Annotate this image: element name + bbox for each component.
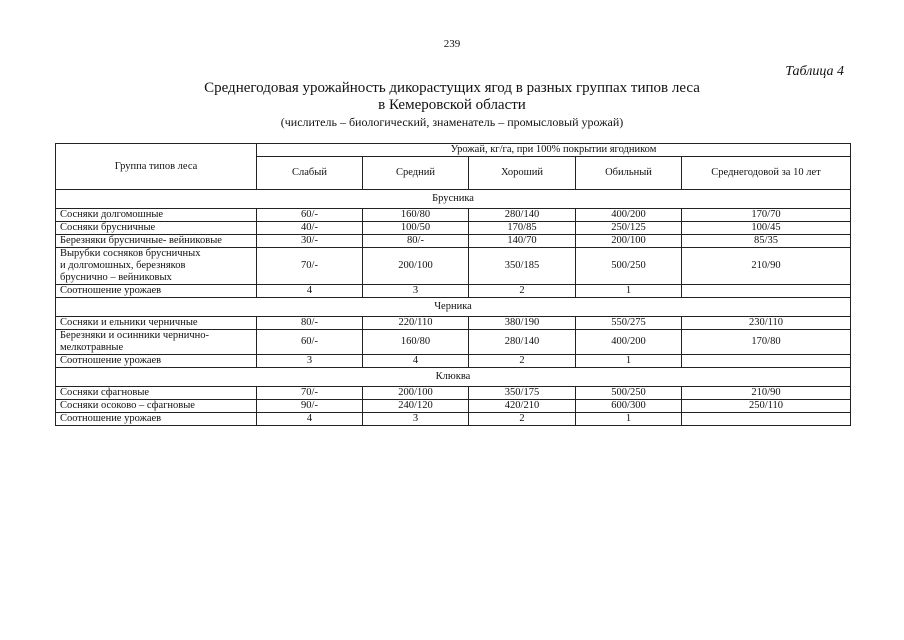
cell-value: 250/110 — [682, 400, 851, 413]
header-yield: Урожай, кг/га, при 100% покрытии ягодником — [257, 144, 851, 157]
cell-value: 600/300 — [576, 400, 682, 413]
cell-value: 380/190 — [469, 317, 576, 330]
cell-value: 4 — [257, 285, 363, 298]
table-row — [56, 235, 851, 248]
cell-value: 70/- — [257, 387, 363, 400]
table-row — [56, 209, 851, 222]
table-row — [56, 387, 851, 400]
cell-value: 400/200 — [576, 330, 682, 355]
cell-value: 210/90 — [682, 387, 851, 400]
cell-value: 80/- — [257, 317, 363, 330]
cell-value: 100/45 — [682, 222, 851, 235]
row-label-line: Березняки брусничные- вейниковые — [60, 235, 222, 246]
row-label-line: Сосняки брусничные — [60, 222, 156, 233]
cell-value: 1 — [576, 413, 682, 426]
cell-value: 500/250 — [576, 387, 682, 400]
row-label — [56, 355, 257, 368]
table-row — [56, 285, 851, 298]
cell-value — [682, 285, 851, 298]
row-label-line: Соотношение урожаев — [60, 355, 162, 366]
table-row — [56, 248, 851, 285]
cell-value: 420/210 — [469, 400, 576, 413]
cell-value: 170/70 — [682, 209, 851, 222]
header-group: Группа типов леса — [56, 144, 257, 190]
cell-value: 400/200 — [576, 209, 682, 222]
title-line-2: в Кемеровской области — [378, 97, 526, 113]
cell-value: 40/- — [257, 222, 363, 235]
cell-value: 3 — [363, 285, 469, 298]
cell-value: 160/80 — [363, 330, 469, 355]
row-label — [56, 248, 257, 285]
cell-value: 90/- — [257, 400, 363, 413]
cell-value: 350/175 — [469, 387, 576, 400]
row-label-line: Вырубки сосняков брусничных — [60, 248, 201, 259]
table-row — [56, 355, 851, 368]
cell-value: 1 — [576, 355, 682, 368]
cell-value: 240/120 — [363, 400, 469, 413]
cell-value: 140/70 — [469, 235, 576, 248]
row-label-line: Березняки и осинники чернично- — [60, 330, 209, 341]
page-number: 239 — [443, 38, 461, 50]
cell-value: 4 — [363, 355, 469, 368]
table-row — [56, 222, 851, 235]
row-label — [56, 330, 257, 355]
row-label-line: Сосняки осоково – сфагновые — [60, 400, 195, 411]
cell-value: 70/- — [257, 248, 363, 285]
section-row — [56, 298, 851, 317]
table-label: Таблица 4 — [785, 64, 844, 79]
cell-value: 220/110 — [363, 317, 469, 330]
row-label-line: бруснично – вейниковых — [60, 272, 172, 283]
cell-value: 170/80 — [682, 330, 851, 355]
cell-value: 80/- — [363, 235, 469, 248]
cell-value: 30/- — [257, 235, 363, 248]
row-label-line: мелкотравные — [60, 342, 124, 353]
cell-value: 60/- — [257, 209, 363, 222]
cell-value: 200/100 — [363, 248, 469, 285]
row-label — [56, 400, 257, 413]
header-col-medium: Средний — [363, 157, 469, 190]
cell-value: 1 — [576, 285, 682, 298]
table-body — [56, 190, 851, 426]
cell-value: 250/125 — [576, 222, 682, 235]
section-row — [56, 190, 851, 209]
cell-value: 2 — [469, 355, 576, 368]
cell-value: 100/50 — [363, 222, 469, 235]
row-label-line: и долгомошных, березняков — [60, 260, 186, 271]
section-title: Черника — [56, 298, 851, 317]
row-label — [56, 413, 257, 426]
table-row — [56, 330, 851, 355]
row-label-line: Соотношение урожаев — [60, 413, 162, 424]
header-col-abundant: Обильный — [576, 157, 682, 190]
table-row — [56, 400, 851, 413]
cell-value: 280/140 — [469, 330, 576, 355]
cell-value: 60/- — [257, 330, 363, 355]
cell-value: 3 — [257, 355, 363, 368]
table-title — [0, 80, 904, 114]
header-col-average: Среднегодовой за 10 лет — [682, 157, 851, 190]
table-row — [56, 413, 851, 426]
cell-value: 85/35 — [682, 235, 851, 248]
header-col-weak: Слабый — [257, 157, 363, 190]
cell-value: 3 — [363, 413, 469, 426]
cell-value: 160/80 — [363, 209, 469, 222]
section-title: Брусника — [56, 190, 851, 209]
cell-value: 200/100 — [363, 387, 469, 400]
row-label — [56, 222, 257, 235]
row-label — [56, 235, 257, 248]
cell-value — [682, 355, 851, 368]
section-title: Клюква — [56, 368, 851, 387]
cell-value: 2 — [469, 413, 576, 426]
cell-value — [682, 413, 851, 426]
section-row — [56, 368, 851, 387]
row-label — [56, 317, 257, 330]
header-col-good: Хороший — [469, 157, 576, 190]
cell-value: 550/275 — [576, 317, 682, 330]
row-label-line: Сосняки и ельники черничные — [60, 317, 198, 328]
title-line-1: Среднегодовая урожайность дикорастущих ягод в разных группах типов леса — [204, 80, 700, 96]
cell-value: 210/90 — [682, 248, 851, 285]
row-label-line: Соотношение урожаев — [60, 285, 162, 296]
row-label — [56, 285, 257, 298]
cell-value: 350/185 — [469, 248, 576, 285]
cell-value: 200/100 — [576, 235, 682, 248]
row-label — [56, 209, 257, 222]
table-row — [56, 317, 851, 330]
cell-value: 500/250 — [576, 248, 682, 285]
row-label — [56, 387, 257, 400]
row-label-line: Сосняки долгомошные — [60, 209, 164, 220]
cell-value: 2 — [469, 285, 576, 298]
cell-value: 280/140 — [469, 209, 576, 222]
yield-table — [55, 143, 851, 426]
row-label-line: Сосняки сфагновые — [60, 387, 150, 398]
cell-value: 170/85 — [469, 222, 576, 235]
cell-value: 4 — [257, 413, 363, 426]
cell-value: 230/110 — [682, 317, 851, 330]
table-subtitle: (числитель – биологический, знаменатель – промысловый урожай) — [280, 115, 624, 129]
